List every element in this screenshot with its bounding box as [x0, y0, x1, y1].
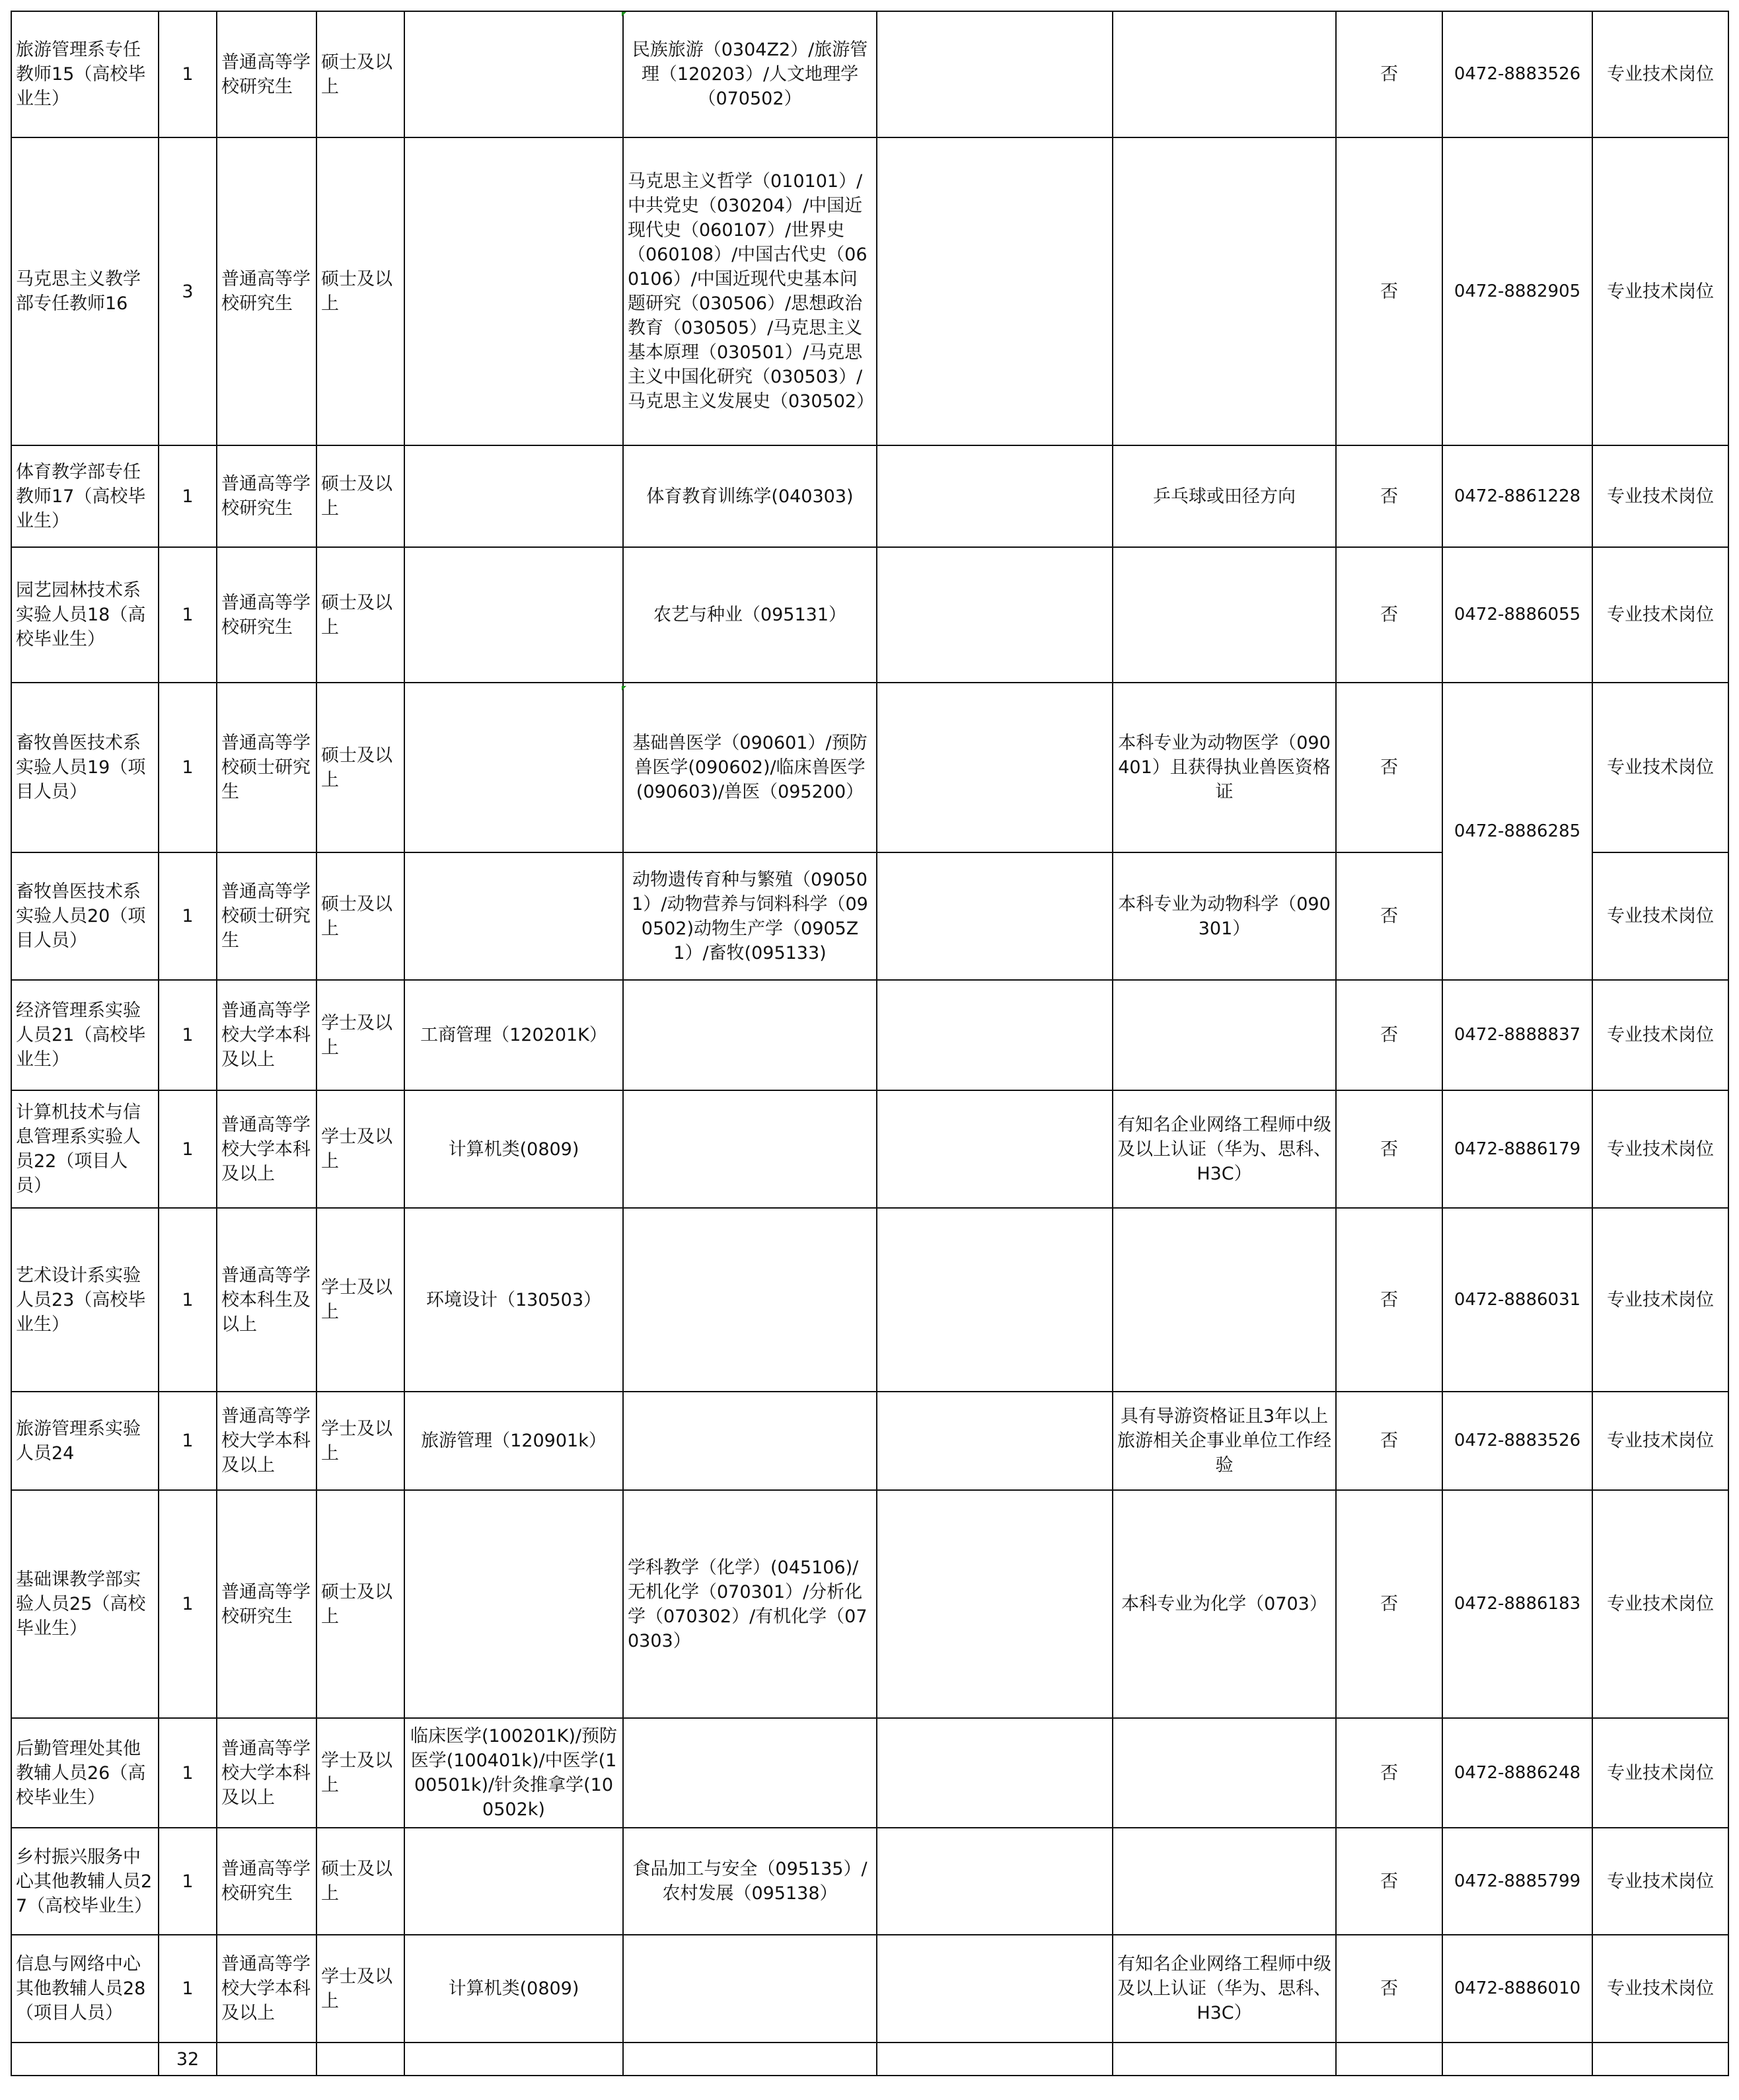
cell-comment-marker — [622, 686, 626, 691]
post-type-cell: 专业技术岗位 — [1592, 445, 1728, 547]
empty-cell — [217, 2043, 316, 2076]
doctor-major-cell — [877, 1828, 1113, 1935]
education-cell: 普通高等学校大学本科及以上 — [217, 1935, 316, 2043]
post-cell: 后勤管理处其他教辅人员26（高校毕业生） — [11, 1718, 159, 1828]
education-cell: 普通高等学校硕士研究生 — [217, 683, 316, 852]
degree-cell: 学士及以上 — [316, 1208, 404, 1392]
post-type-cell: 专业技术岗位 — [1592, 137, 1728, 445]
total-label — [11, 2043, 159, 2076]
post-cell: 计算机技术与信息管理系实验人员22（项目人员） — [11, 1090, 159, 1208]
education-cell: 普通高等学校研究生 — [217, 547, 316, 683]
total-row — [11, 2043, 1728, 2076]
count-cell: 1 — [159, 1718, 217, 1828]
undergrad-major-cell: 临床医学(100201K)/预防医学(100401k)/中医学(100501k)/针灸推拿学(100502k) — [404, 1718, 623, 1828]
post-type-cell: 专业技术岗位 — [1592, 980, 1728, 1090]
table-row — [11, 1208, 1728, 1392]
doctor-major-cell — [877, 445, 1113, 547]
education-cell: 普通高等学校大学本科及以上 — [217, 980, 316, 1090]
undergrad-major-cell: 工商管理（120201K） — [404, 980, 623, 1090]
count-cell: 1 — [159, 1208, 217, 1392]
education-cell: 普通高等学校研究生 — [217, 137, 316, 445]
table-row — [11, 445, 1728, 547]
undergrad-major-cell — [404, 547, 623, 683]
degree-cell: 学士及以上 — [316, 980, 404, 1090]
other-requirement-cell — [1113, 1208, 1336, 1392]
doctor-major-cell — [877, 1392, 1113, 1490]
grad-major-cell: 学科教学（化学）(045106)/无机化学（070301）/分析化学（070302）/有机化学（070303） — [623, 1490, 877, 1718]
doctor-major-cell — [877, 683, 1113, 852]
restriction-cell: 否 — [1336, 852, 1442, 980]
table-row — [11, 1718, 1728, 1828]
count-cell: 1 — [159, 11, 217, 137]
doctor-major-cell — [877, 547, 1113, 683]
doctor-major-cell — [877, 11, 1113, 137]
post-type-cell: 专业技术岗位 — [1592, 1718, 1728, 1828]
education-cell: 普通高等学校大学本科及以上 — [217, 1090, 316, 1208]
empty-cell — [1442, 2043, 1592, 2076]
grad-major-cell: 食品加工与安全（095135）/农村发展（095138） — [623, 1828, 877, 1935]
post-type-cell: 专业技术岗位 — [1592, 1490, 1728, 1718]
count-cell: 1 — [159, 683, 217, 852]
post-cell: 畜牧兽医技术系实验人员20（项目人员） — [11, 852, 159, 980]
grad-major-cell: 动物遗传育种与繁殖（090501）/动物营养与饲料科学（090502)动物生产学（0905Z1）/畜牧(095133) — [623, 852, 877, 980]
post-cell: 体育教学部专任教师17（高校毕业生） — [11, 445, 159, 547]
table-row — [11, 1392, 1728, 1490]
other-requirement-cell — [1113, 980, 1336, 1090]
degree-cell: 硕士及以上 — [316, 137, 404, 445]
degree-cell: 硕士及以上 — [316, 445, 404, 547]
table-row — [11, 547, 1728, 683]
grad-major-cell — [623, 1935, 877, 2043]
undergrad-major-cell — [404, 852, 623, 980]
count-cell: 1 — [159, 980, 217, 1090]
undergrad-major-cell — [404, 137, 623, 445]
grad-major-cell: 马克思主义哲学（010101）/中共党史（030204）/中国近现代史（060107）/世界史（060108）/中国古代史（060106）/中国近现代史基本问题研究（030506）/思想政治教育（030505）/马克思主义基本原理（030501）/马克思主义中国化研究（030503）/马克思主义发展史（030502） — [623, 137, 877, 445]
phone-cell: 0472-8886248 — [1442, 1718, 1592, 1828]
phone-cell: 0472-8886055 — [1442, 547, 1592, 683]
doctor-major-cell — [877, 1935, 1113, 2043]
phone-cell: 0472-8886010 — [1442, 1935, 1592, 2043]
degree-cell: 硕士及以上 — [316, 1490, 404, 1718]
phone-cell: 0472-8886031 — [1442, 1208, 1592, 1392]
undergrad-major-cell — [404, 1490, 623, 1718]
post-cell: 园艺园林技术系实验人员18（高校毕业生） — [11, 547, 159, 683]
phone-cell: 0472-8883526 — [1442, 11, 1592, 137]
post-type-cell: 专业技术岗位 — [1592, 1208, 1728, 1392]
other-requirement-cell: 乒乓球或田径方向 — [1113, 445, 1336, 547]
grad-major-cell: 民族旅游（0304Z2）/旅游管理（120203）/人文地理学（070502） — [623, 11, 877, 137]
doctor-major-cell — [877, 137, 1113, 445]
post-cell: 畜牧兽医技术系实验人员19（项目人员） — [11, 683, 159, 852]
count-cell: 3 — [159, 137, 217, 445]
cell-comment-marker — [622, 12, 626, 17]
empty-cell — [1592, 2043, 1728, 2076]
table-row — [11, 1828, 1728, 1935]
degree-cell: 硕士及以上 — [316, 1828, 404, 1935]
other-requirement-cell — [1113, 11, 1336, 137]
count-cell: 1 — [159, 1828, 217, 1935]
other-requirement-cell: 本科专业为化学（0703） — [1113, 1490, 1336, 1718]
restriction-cell: 否 — [1336, 1490, 1442, 1718]
grad-major-cell: 基础兽医学（090601）/预防兽医学(090602)/临床兽医学(090603)/兽医（095200） — [623, 683, 877, 852]
restriction-cell: 否 — [1336, 683, 1442, 852]
phone-cell: 0472-8886183 — [1442, 1490, 1592, 1718]
post-cell: 乡村振兴服务中心其他教辅人员27（高校毕业生） — [11, 1828, 159, 1935]
undergrad-major-cell: 旅游管理（120901k） — [404, 1392, 623, 1490]
restriction-cell: 否 — [1336, 980, 1442, 1090]
post-type-cell: 专业技术岗位 — [1592, 11, 1728, 137]
restriction-cell: 否 — [1336, 137, 1442, 445]
post-cell: 信息与网络中心其他教辅人员28（项目人员） — [11, 1935, 159, 2043]
undergrad-major-cell: 计算机类(0809) — [404, 1090, 623, 1208]
phone-cell: 0472-8886285 — [1442, 683, 1592, 980]
other-requirement-cell: 有知名企业网络工程师中级及以上认证（华为、思科、H3C） — [1113, 1090, 1336, 1208]
total-count: 32 — [159, 2043, 217, 2076]
education-cell: 普通高等学校本科生及以上 — [217, 1208, 316, 1392]
table-row — [11, 980, 1728, 1090]
degree-cell: 学士及以上 — [316, 1718, 404, 1828]
grad-major-cell: 体育教育训练学(040303) — [623, 445, 877, 547]
post-cell: 艺术设计系实验人员23（高校毕业生） — [11, 1208, 159, 1392]
degree-cell: 硕士及以上 — [316, 547, 404, 683]
other-requirement-cell: 有知名企业网络工程师中级及以上认证（华为、思科、H3C） — [1113, 1935, 1336, 2043]
count-cell: 1 — [159, 445, 217, 547]
restriction-cell: 否 — [1336, 1718, 1442, 1828]
post-cell: 基础课教学部实验人员25（高校毕业生） — [11, 1490, 159, 1718]
restriction-cell: 否 — [1336, 1828, 1442, 1935]
phone-cell: 0472-8886179 — [1442, 1090, 1592, 1208]
restriction-cell: 否 — [1336, 1935, 1442, 2043]
count-cell: 1 — [159, 1490, 217, 1718]
grad-major-cell — [623, 980, 877, 1090]
grad-major-cell: 农艺与种业（095131） — [623, 547, 877, 683]
doctor-major-cell — [877, 1490, 1113, 1718]
education-cell: 普通高等学校研究生 — [217, 445, 316, 547]
education-cell: 普通高等学校研究生 — [217, 1828, 316, 1935]
other-requirement-cell — [1113, 547, 1336, 683]
grad-major-cell — [623, 1392, 877, 1490]
post-cell: 经济管理系实验人员21（高校毕业生） — [11, 980, 159, 1090]
doctor-major-cell — [877, 980, 1113, 1090]
phone-cell: 0472-8883526 — [1442, 1392, 1592, 1490]
restriction-cell: 否 — [1336, 1392, 1442, 1490]
other-requirement-cell: 本科专业为动物科学（090301） — [1113, 852, 1336, 980]
empty-cell — [623, 2043, 877, 2076]
education-cell: 普通高等学校大学本科及以上 — [217, 1718, 316, 1828]
post-type-cell: 专业技术岗位 — [1592, 1090, 1728, 1208]
grad-major-cell — [623, 1718, 877, 1828]
degree-cell: 硕士及以上 — [316, 852, 404, 980]
table-row — [11, 1935, 1728, 2043]
recruitment-table — [11, 11, 1729, 2076]
doctor-major-cell — [877, 1718, 1113, 1828]
phone-cell: 0472-8861228 — [1442, 445, 1592, 547]
phone-cell: 0472-8885799 — [1442, 1828, 1592, 1935]
post-cell: 旅游管理系实验人员24 — [11, 1392, 159, 1490]
other-requirement-cell — [1113, 1828, 1336, 1935]
restriction-cell: 否 — [1336, 1208, 1442, 1392]
degree-cell: 学士及以上 — [316, 1090, 404, 1208]
restriction-cell: 否 — [1336, 547, 1442, 683]
degree-cell: 学士及以上 — [316, 1935, 404, 2043]
post-cell: 马克思主义教学部专任教师16 — [11, 137, 159, 445]
post-type-cell: 专业技术岗位 — [1592, 852, 1728, 980]
table-row — [11, 137, 1728, 445]
count-cell: 1 — [159, 1090, 217, 1208]
empty-cell — [404, 2043, 623, 2076]
post-cell: 旅游管理系专任教师15（高校毕业生） — [11, 11, 159, 137]
phone-cell: 0472-8888837 — [1442, 980, 1592, 1090]
phone-cell: 0472-8882905 — [1442, 137, 1592, 445]
undergrad-major-cell: 环境设计（130503） — [404, 1208, 623, 1392]
empty-cell — [316, 2043, 404, 2076]
empty-cell — [1336, 2043, 1442, 2076]
education-cell: 普通高等学校研究生 — [217, 1490, 316, 1718]
post-type-cell: 专业技术岗位 — [1592, 1935, 1728, 2043]
degree-cell: 学士及以上 — [316, 1392, 404, 1490]
education-cell: 普通高等学校大学本科及以上 — [217, 1392, 316, 1490]
doctor-major-cell — [877, 852, 1113, 980]
count-cell: 1 — [159, 1392, 217, 1490]
degree-cell: 硕士及以上 — [316, 11, 404, 137]
undergrad-major-cell — [404, 445, 623, 547]
other-requirement-cell — [1113, 137, 1336, 445]
undergrad-major-cell — [404, 683, 623, 852]
count-cell: 1 — [159, 852, 217, 980]
degree-cell: 硕士及以上 — [316, 683, 404, 852]
other-requirement-cell: 具有导游资格证且3年以上旅游相关企事业单位工作经验 — [1113, 1392, 1336, 1490]
post-type-cell: 专业技术岗位 — [1592, 547, 1728, 683]
restriction-cell: 否 — [1336, 1090, 1442, 1208]
undergrad-major-cell: 计算机类(0809) — [404, 1935, 623, 2043]
education-cell: 普通高等学校硕士研究生 — [217, 852, 316, 980]
table-row — [11, 1090, 1728, 1208]
grad-major-cell — [623, 1090, 877, 1208]
count-cell: 1 — [159, 1935, 217, 2043]
table-row — [11, 1490, 1728, 1718]
doctor-major-cell — [877, 1208, 1113, 1392]
restriction-cell: 否 — [1336, 445, 1442, 547]
other-requirement-cell — [1113, 1718, 1336, 1828]
table-row — [11, 11, 1728, 137]
post-type-cell: 专业技术岗位 — [1592, 683, 1728, 852]
table-row — [11, 683, 1728, 852]
undergrad-major-cell — [404, 11, 623, 137]
doctor-major-cell — [877, 1090, 1113, 1208]
education-cell: 普通高等学校研究生 — [217, 11, 316, 137]
restriction-cell: 否 — [1336, 11, 1442, 137]
other-requirement-cell: 本科专业为动物医学（090401）且获得执业兽医资格证 — [1113, 683, 1336, 852]
post-type-cell: 专业技术岗位 — [1592, 1392, 1728, 1490]
empty-cell — [877, 2043, 1113, 2076]
undergrad-major-cell — [404, 1828, 623, 1935]
grad-major-cell — [623, 1208, 877, 1392]
count-cell: 1 — [159, 547, 217, 683]
post-type-cell: 专业技术岗位 — [1592, 1828, 1728, 1935]
empty-cell — [1113, 2043, 1336, 2076]
